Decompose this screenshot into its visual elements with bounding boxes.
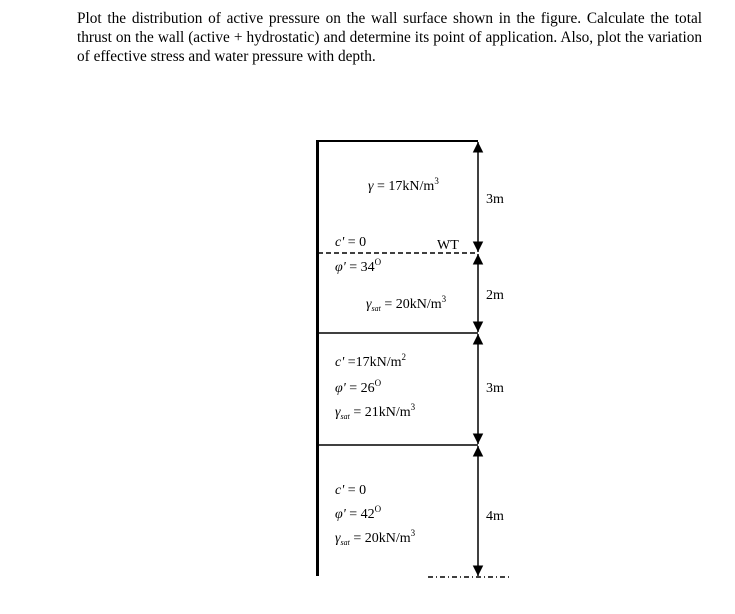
thickness-label-layer-1: 3m bbox=[486, 192, 504, 207]
problem-statement: Plot the distribution of active pressure on the wall surface shown in the figure. Calculate the total thrust on the wall (active + hydrostatic) and determine its point of application. Also, plot the variation of effective stress and water pressure with depth. bbox=[77, 10, 702, 65]
layer-4-friction: φ' = $42^O$ bbox=[335, 504, 382, 522]
layer-1-cohesion: c' = 0 bbox=[335, 235, 367, 250]
layer-4-cohesion: c' = 0 bbox=[335, 483, 367, 498]
layer-2-friction: φ' = $34^O$ bbox=[335, 257, 382, 275]
layer-1-unit-weight: γ = $17kN/m^3$ bbox=[368, 176, 439, 194]
layer-3-unit-weight: $\gamma_{sat}$ = $21kN/m^3$ bbox=[335, 402, 416, 421]
layer-3-friction: φ' = $26^O$ bbox=[335, 378, 382, 396]
thickness-label-layer-3: 3m bbox=[486, 381, 504, 396]
layer-2-unit-weight: $\gamma_{sat}$ = $20kN/m^3$ bbox=[366, 294, 447, 313]
water-table-label: WT bbox=[437, 238, 459, 253]
thickness-label-layer-4: 4m bbox=[486, 509, 504, 524]
layer-4-unit-weight: $\gamma_{sat}$ = $20kN/m^3$ bbox=[335, 528, 416, 547]
thickness-label-layer-2: 2m bbox=[486, 288, 504, 303]
layer-3-cohesion: c' $=17kN/m^2$ bbox=[335, 352, 407, 370]
